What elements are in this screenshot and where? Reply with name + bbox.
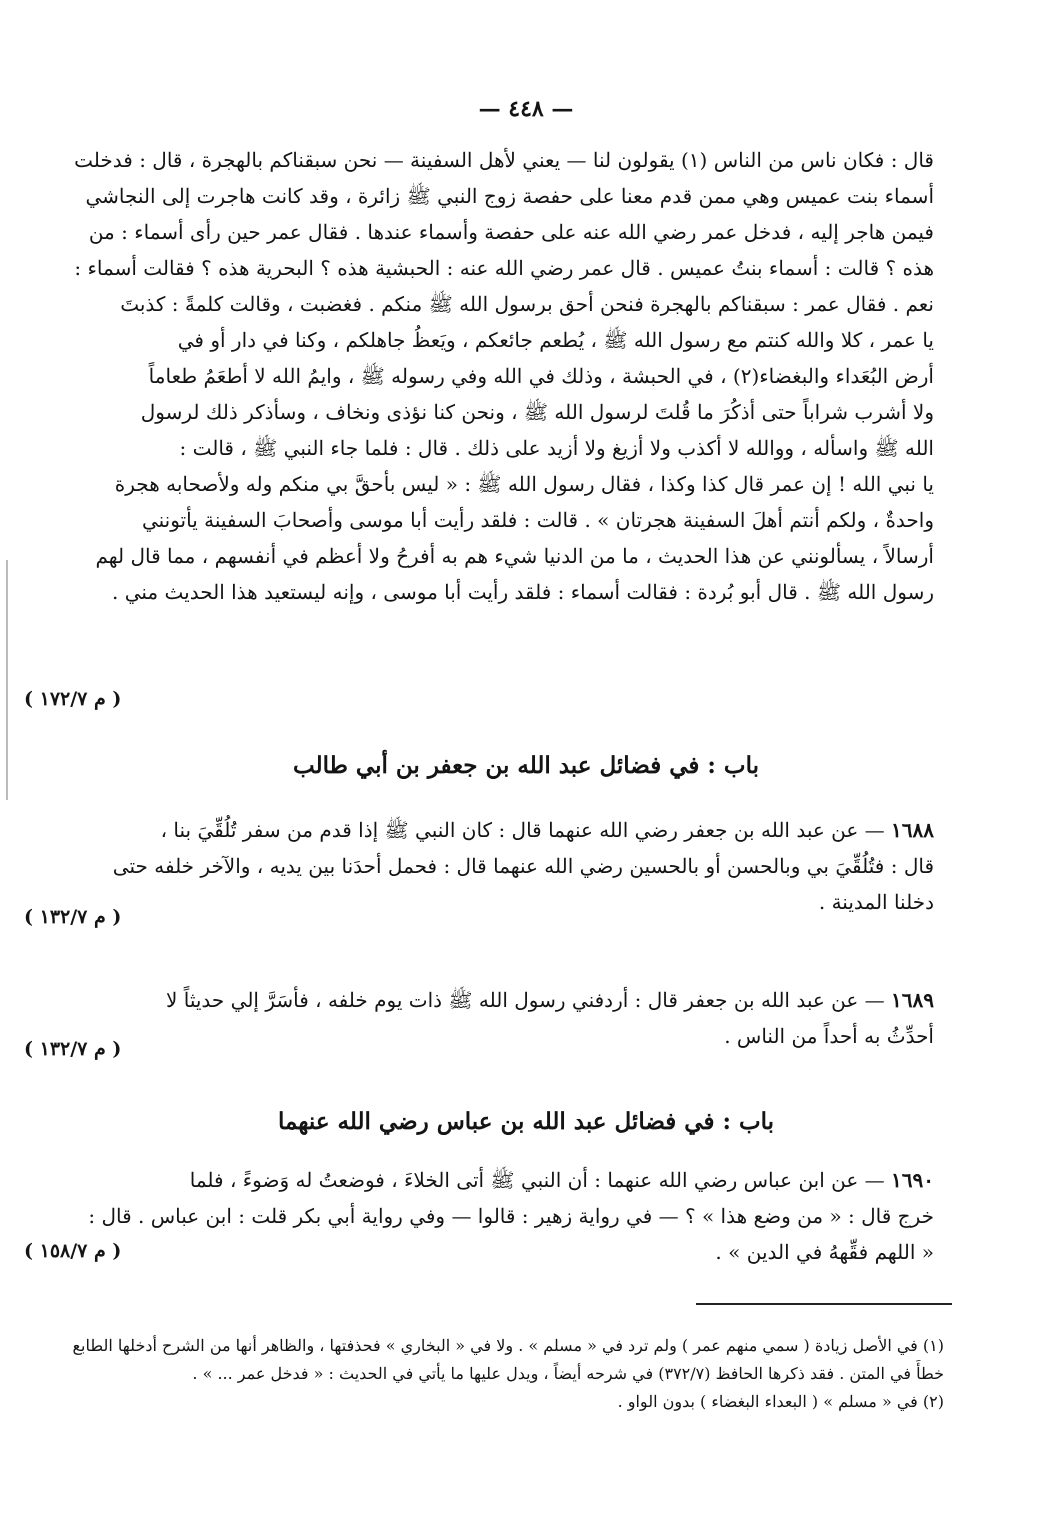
chapter-heading: باب : في فضائل عبد الله بن عباس رضي الله عنهما (277, 1108, 775, 1135)
text-line: الله ﷺ واسأله ، ووالله لا أكذب ولا أزيغ ولا أزيد على ذلك . قال : فلما جاء النبي ﷺ ، قالت : (179, 436, 934, 460)
source-reference: ( م ١٣٢/٧ ) (24, 1038, 122, 1060)
text-line: واحدةٌ ، ولكم أنتم أهلَ السفينة هجرتان » . قالت : فلقد رأيت أبا موسى وأصحابَ السفينة يأتونني (141, 508, 934, 532)
text-line (20, 812, 934, 848)
text-line: نعم . فقال عمر : سبقناكم بالهجرة فنحن أحق برسول الله ﷺ منكم . فغضبت ، وقالت كلمةً : كذبتَ (120, 292, 934, 316)
hadith-number: ١٦٩٠ (891, 1168, 934, 1192)
text-line-body: — عن ابن عباس رضي الله عنهما : أن النبي ﷺ أتى الخلاءَ ، فوضعتُ له وَضوءً ، فلما (189, 1168, 885, 1192)
text-line: يا عمر ، كلا والله كنتم مع رسول الله ﷺ ، يُطعم جائعكم ، ويَعظُ جاهلكم ، وكنا في دار أو في (177, 328, 934, 352)
text-line: دخلنا المدينة . (818, 890, 934, 914)
text-line: قال : فتُلُقِّيَ بي وبالحسن أو بالحسين رضي الله عنهما قال : فحمل أحدَنا بين يديه ، والآخر خلفه حتى (112, 854, 934, 878)
footnote-line: خطأً في المتن . فقد ذكرها الحافظ (٣٧٢/٧) في شرحه أيضاً ، ويدل عليها ما يأتي في الحديث : « فدخل عمر ... » . (192, 1364, 944, 1383)
footnotes (20, 1332, 944, 1416)
hadith-number: ١٦٨٩ (891, 988, 934, 1012)
source-reference: ( م ١٣٢/٧ ) (24, 906, 122, 928)
text-line: أحدِّثُ به أحداً من الناس . (724, 1024, 934, 1048)
hadith-1689 (20, 982, 934, 1054)
text-line-body: — عن عبد الله بن جعفر قال : أردفني رسول الله ﷺ ذات يوم خلفه ، فأسَرَّ إلي حديثاً لا (165, 988, 885, 1012)
source-reference: ( م ١٥٨/٧ ) (24, 1240, 122, 1262)
chapter-heading: باب : في فضائل عبد الله بن جعفر بن أبي طالب (293, 752, 759, 779)
text-line: يا نبي الله ! إن عمر قال كذا وكذا ، فقال رسول الله ﷺ : « ليس بأحقَّ بي منكم وله ولأصحابه هجرة (114, 472, 934, 496)
hadith-1690 (20, 1162, 934, 1270)
text-line: أرسالاً ، يسألونني عن هذا الحديث ، ما من الدنيا شيء هم به أفرحُ ولا أعظم في أنفسهم ، مما قال لهم (95, 544, 934, 568)
text-line (20, 982, 934, 1018)
footnote-rule (696, 1303, 952, 1305)
intro-text (20, 142, 934, 610)
text-line: أرض البُعَداء والبغضاء(٢) ، في الحبشة ، وذلك في الله وفي رسوله ﷺ ، وايمُ الله لا أطعَمُ طعاماً (148, 364, 934, 388)
text-line: هذه ؟ قالت : أسماء بنتُ عميس . قال عمر رضي الله عنه : الحبشية هذه ؟ البحرية هذه ؟ فقالت أسماء : (74, 256, 934, 280)
footnote-line: (٢) في « مسلم » ( البعداء البغضاء ) بدون الواو . (617, 1392, 944, 1411)
text-line: فيمن هاجر إليه ، فدخل عمر رضي الله عنه على حفصة وأسماء عندها . فقال عمر حين رأى أسماء : من (88, 220, 934, 244)
text-line: قال : فكان ناس من الناس (١) يقولون لنا — يعني لأهل السفينة — نحن سبقناكم بالهجرة ، قال : فدخلت (74, 148, 934, 172)
page-number: — ٤٤٨ — (478, 96, 574, 122)
text-line: ولا أشرب شراباً حتى أذكُرَ ما قُلتَ لرسول الله ﷺ ، ونحن كنا نؤذى ونخاف ، وسأذكر ذلك لرسول (140, 400, 934, 424)
hadith-1688 (20, 812, 934, 920)
text-line-body: — عن عبد الله بن جعفر رضي الله عنهما قال : كان النبي ﷺ إذا قدم من سفر تُلُقِّيَ بنا ، (160, 818, 885, 842)
footnote-line: (١) في الأصل زيادة ( سمي منهم عمر ) ولم ترد في « مسلم » . ولا في « البخاري » فحذفتها ، والظاهر أنها من الشرح أدخلها الطابع (72, 1336, 944, 1355)
text-line: خرج قال : « من وضع هذا » ؟ — في رواية زهير : قالوا — وفي رواية أبي بكر قلت : ابن عباس . قال : (88, 1204, 934, 1228)
text-line (20, 1162, 934, 1198)
hadith-number: ١٦٨٨ (891, 818, 934, 842)
text-line: أسماء بنت عميس وهي ممن قدم معنا على حفصة زوج النبي ﷺ زائرة ، وقد كانت هاجرت إلى النجاشي (85, 184, 934, 208)
source-reference: ( م ١٧٢/٧ ) (24, 688, 122, 710)
text-line: « اللهم فقِّههُ في الدين » . (715, 1240, 934, 1264)
text-line: رسول الله ﷺ . قال أبو بُردة : فقالت أسماء : فلقد رأيت أبا موسى ، وإنه ليستعيد هذا الحديث مني . (112, 580, 934, 604)
